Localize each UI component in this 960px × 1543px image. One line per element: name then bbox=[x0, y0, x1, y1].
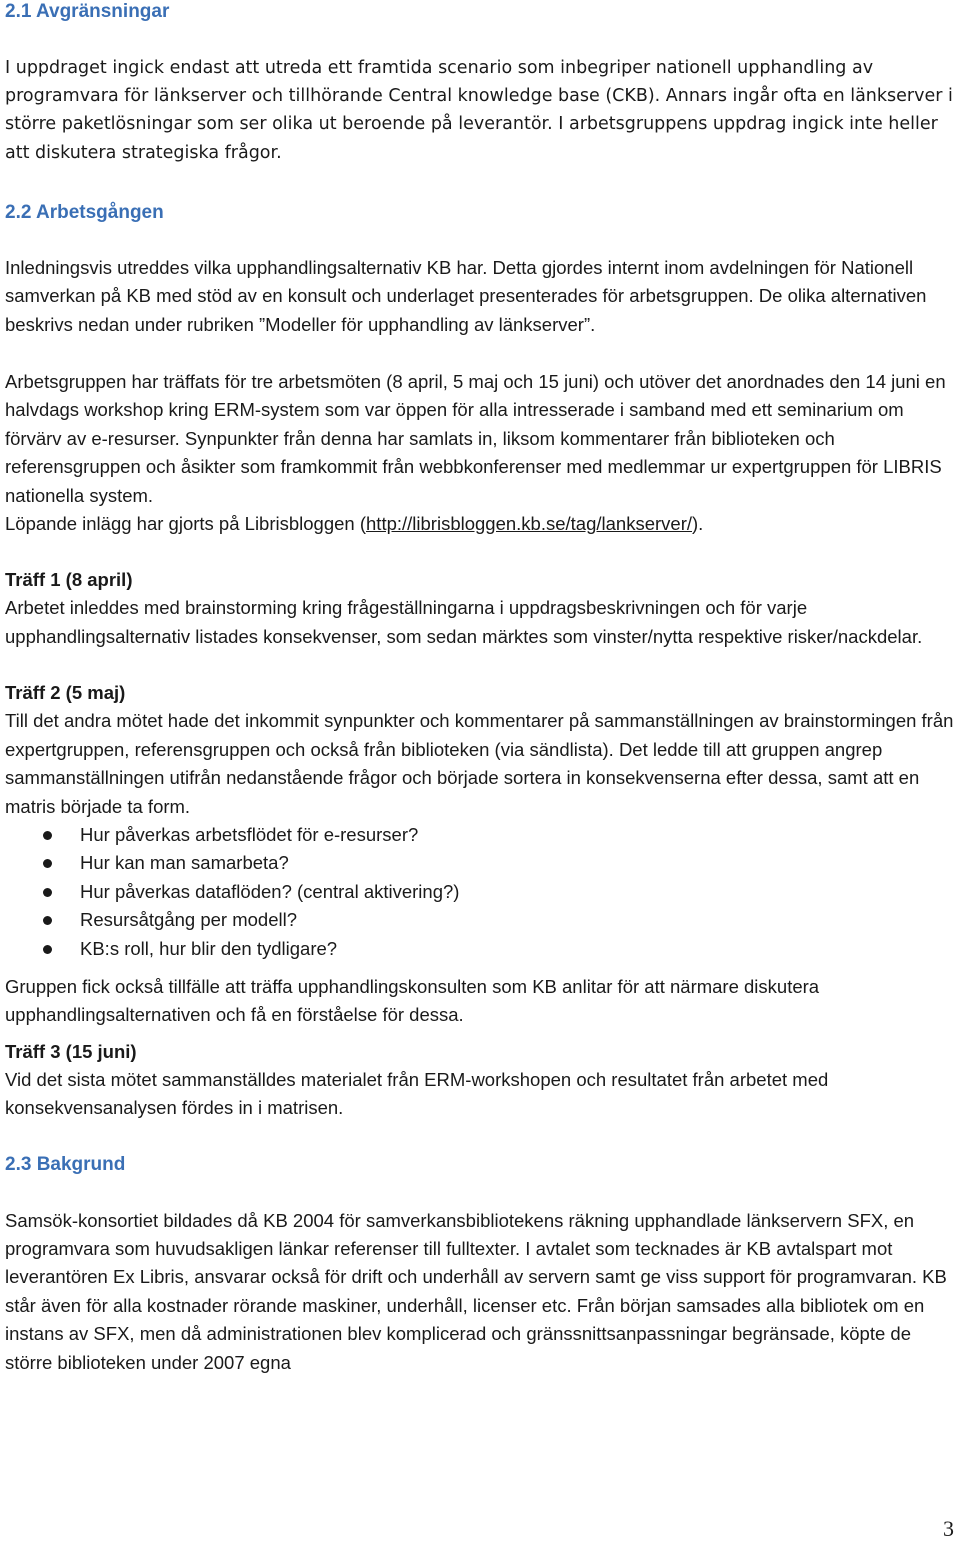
avgransningar-paragraph: I uppdraget ingick endast att utreda ett framtida scenario som inbegriper nationell upphandling av programvara för länkserver och tillhörande Central knowledge base (CKB). Annars ingår ofta en länkserver i större paketlösningar som ser olika ut beroende på leverantör. I arbetsgruppens uppdrag ingick inte heller att diskutera strategiska frågor. bbox=[5, 58, 953, 163]
section-heading-arbetsgangen: 2.2 Arbetsgången bbox=[5, 201, 164, 223]
librisbloggen-link[interactable]: http://librisbloggen.kb.se/tag/lankserver/ bbox=[366, 513, 692, 535]
page-number: 3 bbox=[943, 1516, 954, 1541]
meeting-2-text: Till det andra mötet hade det inkommit synpunkter och kommentarer på sammanställningen av brainstormingen från expertgruppen, referensgruppen och också från biblioteken (via sändlista). Det ledde till att gruppen angrep sammanställningen utifrån nedanstående frågor och började sortera in konsekvenserna efter dessa, samt att en matris började ta form. bbox=[5, 710, 954, 817]
meeting-1-title: Träff 1 (8 april) bbox=[5, 569, 133, 591]
section-heading-bakgrund: 2.3 Bakgrund bbox=[5, 1153, 126, 1175]
list-item: Hur påverkas arbetsflödet för e-resurser? bbox=[5, 821, 957, 849]
arbetsgangen-intro-paragraph: Inledningsvis utreddes vilka upphandlingsalternativ KB har. Detta gjordes internt inom avdelningen för Nationell samverkan på KB med stöd av en konsult och underlaget presenterades för arbetsgruppen. De olika alternativen beskrivs nedan under rubriken ”Modeller för upphandling av länkserver”. bbox=[5, 256, 927, 335]
meeting-2-after-text: Gruppen fick också tillfälle att träffa upphandlingskonsulten som KB anlitar för att närmare diskutera upphandlingsalternativen och få en förståelse för dessa. bbox=[5, 975, 820, 1026]
section-heading-avgransningar: 2.1 Avgränsningar bbox=[5, 1, 170, 22]
meetings-text: Arbetsgruppen har träffats för tre arbetsmöten (8 april, 5 maj och 15 juni) och utöver det anordnades den 14 juni en halvdags workshop kring ERM-system som var öppen för alla intresserade i samband med ett seminarium om förvärv av e-resurser. Synpunkter från denna har samlats in, liksom kommentarer från biblioteken och referensgruppen och åsikter som framkommit från webbkonferenser med medlemmar ur expertgruppen för LIBRIS nationella system. bbox=[5, 371, 946, 506]
list-item: Hur påverkas dataflöden? (central aktivering?) bbox=[5, 878, 957, 906]
meeting-3-text: Vid det sista mötet sammanställdes materialet från ERM-workshopen och resultatet från arbetet med konsekvensanalysen fördes in i matrisen. bbox=[5, 1068, 829, 1119]
meeting-2-question-list bbox=[5, 821, 957, 963]
meeting-1-text: Arbetet inleddes med brainstorming kring frågeställningarna i uppdragsbeskrivningen och för varje upphandlingsalternativ listades konsekvenser, som sedan märktes som vinster/nytta respektive risker/nackdelar. bbox=[5, 597, 923, 647]
blog-suffix: ). bbox=[692, 513, 704, 535]
meeting-3-title: Träff 3 (15 juni) bbox=[5, 1040, 137, 1062]
bakgrund-paragraph: Samsök-konsortiet bildades då KB 2004 för samverkansbibliotekens räkning upphandlade länkservern SFX, en programvara som huvudsakligen länkar referenser till fulltexter. I avtalet som tecknades är KB avtalspart mot leverantören Ex Libris, ansvarar också för drift och underhåll av servern samt ge viss support för programvaran. KB står även för alla kostnader rörande maskiner, underhåll, licenser etc. Från början samsades alla bibliotek om en instans av SFX, men då administrationen blev komplicerad och gränssnittsanpassningar begränsade, köpte de större biblioteken under 2007 egna bbox=[5, 1209, 947, 1373]
meeting-2-title: Träff 2 (5 maj) bbox=[5, 682, 126, 704]
list-item: Resursåtgång per modell? bbox=[5, 906, 957, 934]
arbetsgangen-meetings-paragraph bbox=[5, 368, 957, 538]
document-page bbox=[5, 0, 957, 1377]
list-item: KB:s roll, hur blir den tydligare? bbox=[5, 935, 957, 963]
blog-prefix: Löpande inlägg har gjorts på Librisbloggen ( bbox=[5, 513, 367, 535]
list-item: Hur kan man samarbeta? bbox=[5, 849, 957, 877]
